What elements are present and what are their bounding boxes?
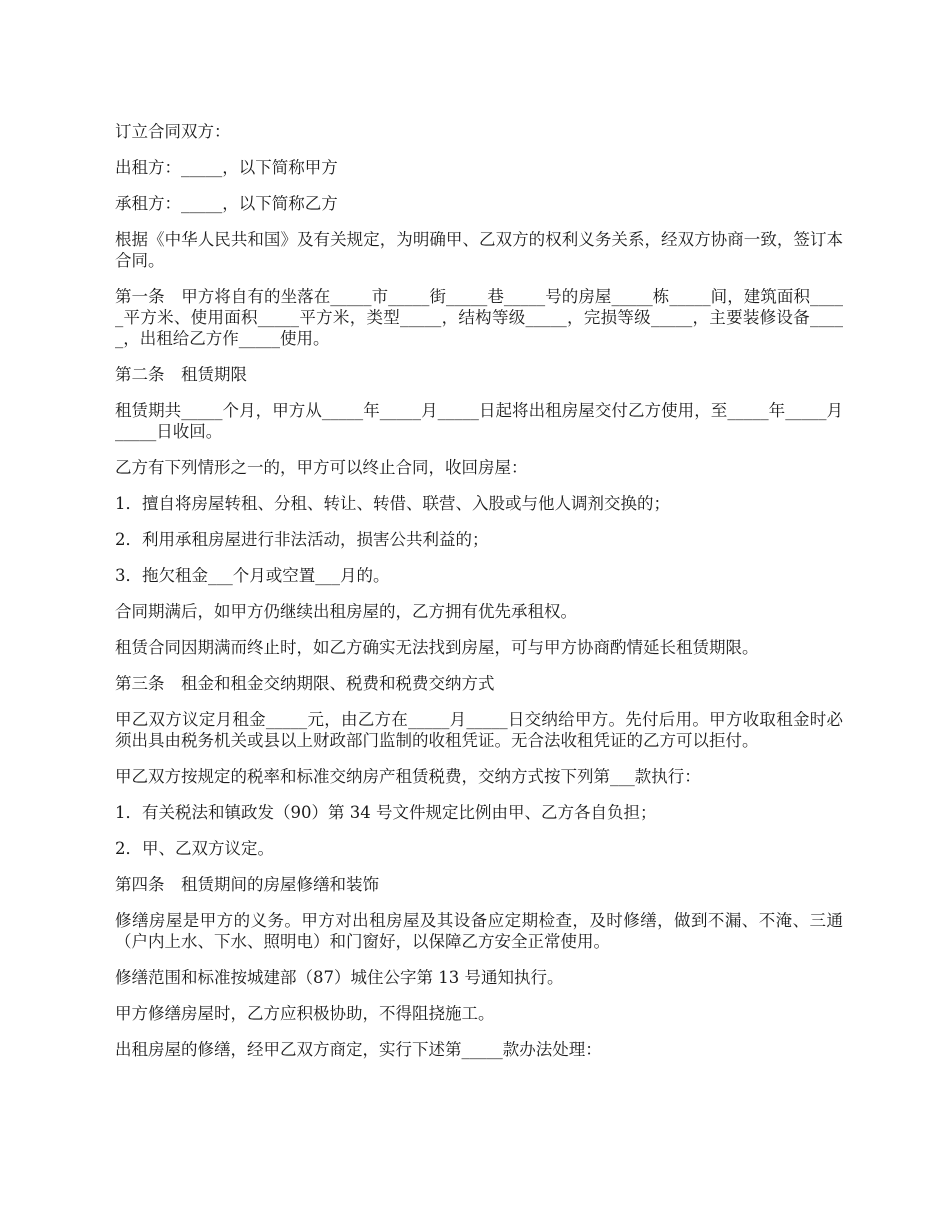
- tax-item-1: 1．有关税法和镇政发（90）第 34 号文件规定比例由甲、乙方各自负担；: [115, 803, 657, 822]
- termination-item-1: 1．擅自将房屋转租、分租、转让、转借、联营、入股或与他人调剂交换的；: [115, 494, 670, 513]
- lessor-line: 出租方：_____，以下简称甲方: [115, 158, 338, 177]
- tax-item-2: 2．甲、乙双方议定。: [115, 839, 274, 858]
- repair-cooperation-paragraph: 甲方修缮房屋时，乙方应积极协助，不得阻挠施工。: [115, 1004, 495, 1023]
- lease-term-paragraph: 租赁期共_____个月，甲方从_____年_____月_____日起将出租房屋交付乙方使用，至_____年_____月_____日收回。: [115, 401, 843, 441]
- tax-payment-paragraph: 甲乙双方按规定的税率和标准交纳房产租赁税费，交纳方式按下列第___款执行：: [115, 767, 701, 786]
- lessee-line: 承租方：_____，以下简称乙方: [115, 194, 338, 213]
- repair-method-paragraph: 出租房屋的修缮，经甲乙双方商定，实行下述第_____款办法处理：: [115, 1040, 602, 1059]
- article-3-heading: 第三条 租金和租金交纳期限、税费和税费交纳方式: [115, 674, 495, 693]
- termination-item-3: 3．拖欠租金___个月或空置___月的。: [115, 566, 390, 585]
- renewal-priority-paragraph: 合同期满后，如甲方仍继续出租房屋的，乙方拥有优先承租权。: [115, 602, 577, 621]
- lease-extension-paragraph: 租赁合同因期满而终止时，如乙方确实无法找到房屋，可与甲方协商酌情延长租赁期限。: [115, 638, 759, 657]
- article-4-heading: 第四条 租赁期间的房屋修缮和装饰: [115, 875, 379, 894]
- termination-item-2: 2．利用承租房屋进行非法活动，损害公共利益的；: [115, 530, 489, 549]
- preamble-paragraph: 根据《中华人民共和国》及有关规定，为明确甲、乙双方的权利义务关系，经双方协商一致，签订本合同。: [115, 230, 843, 270]
- document-body: [115, 121, 843, 1075]
- rent-payment-paragraph: 甲乙双方议定月租金_____元，由乙方在_____月_____日交纳给甲方。先付后用。甲方收取租金时必须出具由税务机关或县以上财政部门监制的收租凭证。无合法收租凭证的乙方可以拒付。: [115, 710, 843, 750]
- repair-standard-paragraph: 修缮范围和标准按城建部（87）城住公字第 13 号通知执行。: [115, 968, 564, 987]
- termination-conditions-paragraph: 乙方有下列情形之一的，甲方可以终止合同，收回房屋：: [115, 458, 528, 477]
- contract-parties-heading: 订立合同双方：: [115, 122, 231, 141]
- article-1-paragraph: 第一条 甲方将自有的坐落在_____市_____街_____巷_____号的房屋_____栋_____间，建筑面积_____平方米、使用面积_____平方米，类型_____，结构等级_____，完损等级_____，主要装修设备_____，出租给乙方作_____使用。: [115, 287, 843, 348]
- repair-duty-paragraph: 修缮房屋是甲方的义务。甲方对出租房屋及其设备应定期检查，及时修缮，做到不漏、不淹、三通（户内上水、下水、照明电）和门窗好，以保障乙方安全正常使用。: [115, 911, 843, 951]
- article-2-heading: 第二条 租赁期限: [115, 365, 247, 384]
